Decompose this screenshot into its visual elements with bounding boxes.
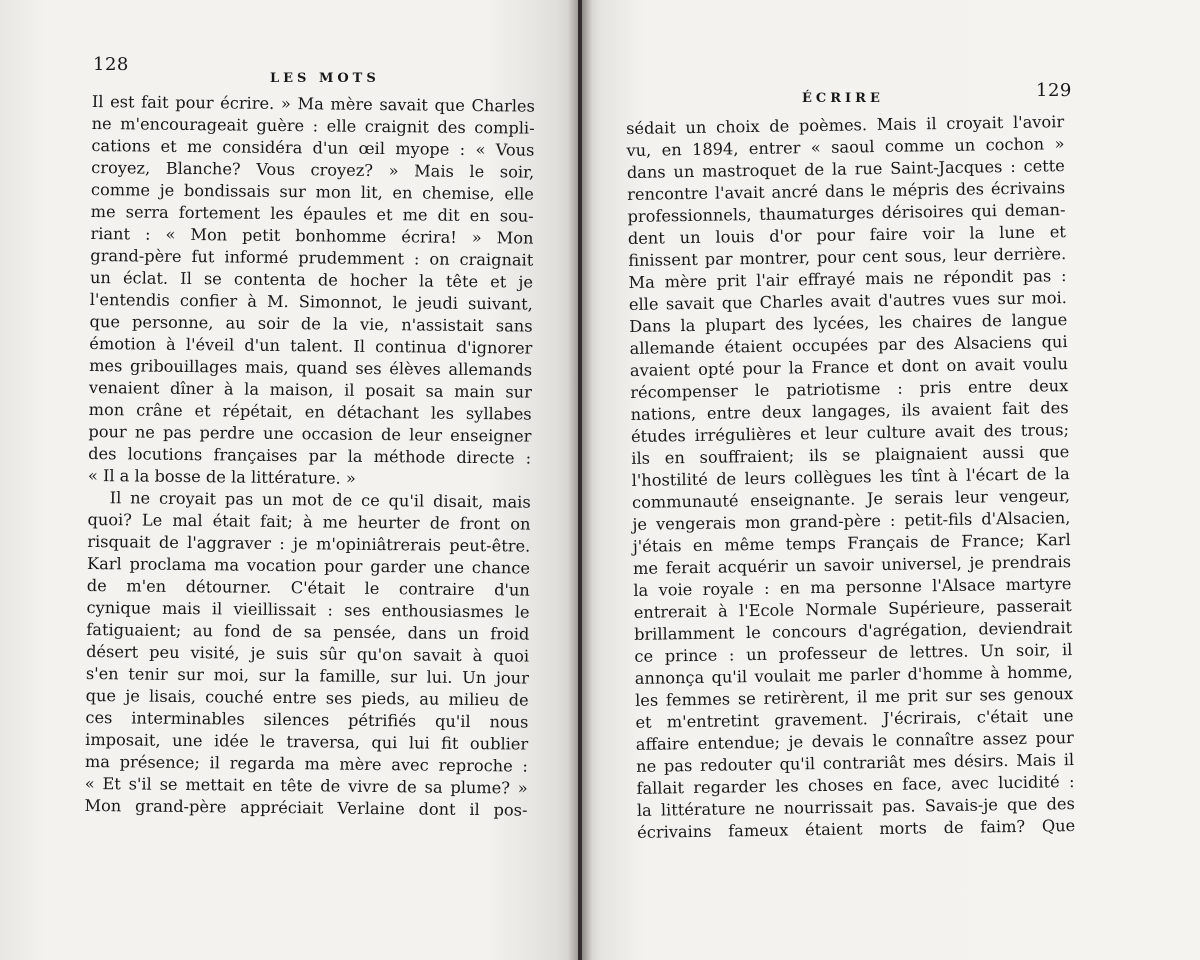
text-line: Il est fait pour écrire. » Ma mère savait que Charles <box>91 91 535 116</box>
text-line: ma présence; il regarda ma mère avec reproche : <box>84 751 529 776</box>
text-line: Mon grand-père appréciait Verlaine dont il pos- <box>84 795 528 820</box>
text-line: grand-père fut informé prudemment : on craignait <box>90 245 534 270</box>
left-page <box>0 0 578 960</box>
text-line: allemande étaient occupées par des Alsaciens qui <box>629 332 1068 358</box>
text-line: fatiguaient; au fond de sa pensée, dans un froid <box>86 619 530 644</box>
text-line: imposait, une idée le traversa, qui lui fit oublier <box>85 729 529 754</box>
text-line: Dans la plupart des lycées, les chaires de langue <box>629 310 1068 336</box>
text-line: je vengerais mon grand-père : petit-fils d'Alsacien, <box>632 508 1071 534</box>
text-line: l'hostilité de leurs collègues les tînt à l'écart de la <box>631 464 1070 490</box>
right-page-text <box>626 111 1075 844</box>
text-line: dent un louis d'or pour faire voir la lune et <box>627 222 1066 248</box>
text-line: sédait un choix de poèmes. Mais il croyait l'avoir <box>626 112 1065 138</box>
text-line: ne m'encourageait guère : elle craignit des compli- <box>91 113 535 138</box>
text-line: mes gribouillages mais, quand ses élèves allemands <box>89 355 533 380</box>
text-line: professionnels, thaumaturges dérisoires qui deman- <box>627 200 1066 226</box>
text-line: « Il a la bosse de la littérature. » <box>87 465 356 488</box>
running-head-left: LES MOTS <box>270 71 380 86</box>
text-line: désert peu visité, je suis sûr qu'on savait à quoi <box>86 641 530 666</box>
text-line: avaient opté pour la France et dont on avait voulu <box>629 354 1069 380</box>
text-line: des locutions françaises par la méthode directe : <box>88 443 532 468</box>
text-line: pour ne pas perdre une occasion de leur enseigner <box>88 421 532 446</box>
text-line: entrerait à l'Ecole Normale Supérieure, passerait <box>633 596 1072 622</box>
running-head-right: ÉCRIRE <box>802 91 884 106</box>
text-line: s'en tenir sur moi, sur la famille, sur lui. Un jour <box>85 663 529 688</box>
text-line: Il ne croyait pas un mot de ce qu'il disait, mais <box>109 488 531 512</box>
text-line: annonça qu'il voulait me parler d'homme à homme, <box>634 662 1073 688</box>
text-line: me ferait acquérir un savoir universel, je prendrais <box>632 552 1072 578</box>
text-line: j'étais en même temps Français de France; Karl <box>632 530 1071 556</box>
text-line: l'entendis confier à M. Simonnot, le jeudi suivant, <box>89 289 533 314</box>
text-line: riant : « Mon petit bonhomme écrira! » Mon <box>90 223 534 248</box>
text-line: dans un mastroquet de la rue Saint-Jacques : cette <box>626 156 1065 182</box>
text-line: communauté enseignante. Je serais leur vengeur, <box>631 486 1071 512</box>
text-line: et m'entretint gravement. J'écrirais, c'était une <box>635 706 1074 732</box>
text-line: risquait de l'aggraver : je m'opiniâtrerais peut-être. <box>87 531 531 556</box>
text-line: études irrégulières et leur culture avait des trous; <box>630 420 1070 446</box>
text-line: ne pas redouter qu'il contrariât mes désirs. Mais il <box>636 750 1075 776</box>
text-line: Ma mère prit l'air effrayé mais ne répondit pas : <box>628 266 1067 292</box>
text-line: croyez, Blanche? Vous croyez? » Mais le soir, <box>91 157 535 182</box>
text-line: venaient dîner à la maison, il posait sa main sur <box>88 377 532 402</box>
page-number-right: 129 <box>1036 80 1072 101</box>
left-page-text <box>84 91 535 822</box>
text-line: affaire entendue; je devais le connaître assez pour <box>635 728 1074 754</box>
text-line: comme je bondissais sur mon lit, en chemise, elle <box>90 179 535 204</box>
text-line: récompenser le patriotisme : pris entre deux <box>630 376 1069 402</box>
text-line: de m'en détourner. C'était le contraire d'un <box>86 575 530 600</box>
text-line: cynique mais il vieillissait : ses enthousiasmes le <box>86 597 530 622</box>
text-line: nations, entre deux langages, ils avaient fait des <box>630 398 1069 424</box>
text-line: cations et me considéra d'un œil myope : « Vous <box>91 135 535 160</box>
text-line: ce prince : un professeur de lettres. Un soir, il <box>634 640 1073 666</box>
text-line: finissent par montrer, pour cent sous, leur derrière. <box>628 244 1067 270</box>
text-line: mon crâne et répétait, en détachant les syllabes <box>88 399 532 424</box>
text-line: ces interminables silences pétrifiés qu'il nous <box>85 707 529 732</box>
text-line: fallait regarder les choses en face, avec lucidité : <box>636 772 1075 798</box>
text-line: brillamment le concours d'agrégation, deviendrait <box>633 618 1073 644</box>
text-line: que je lisais, couché entre ses pieds, au milieu de <box>85 685 529 710</box>
text-line: vu, en 1894, entrer « saoul comme un cochon » <box>626 134 1065 160</box>
text-line: Karl proclama ma vocation pour garder une chance <box>86 553 531 578</box>
text-line: quoi? Le mal était fait; à me heurter de front on <box>87 509 531 534</box>
text-line: un éclat. Il se contenta de hocher la tête et je <box>89 267 534 292</box>
text-line: « Et s'il se mettait en tête de vivre de sa plume? » <box>84 773 528 798</box>
text-line: rencontre l'avait ancré dans le mépris des écrivains <box>627 178 1066 204</box>
text-line: la voie royale : en ma personne l'Alsace martyre <box>633 574 1072 600</box>
text-line: ils en souffraient; ils se plaignaient aussi que <box>631 442 1070 468</box>
text-line: elle savait que Charles avait d'autres vues sur moi. <box>628 288 1068 314</box>
text-line: la littérature ne nourrissait pas. Savais-je que des <box>636 794 1075 820</box>
page-number-left: 128 <box>93 54 129 75</box>
text-line: me serra fortement les épaules et me dit en sou- <box>90 201 534 226</box>
text-line: les femmes se retirèrent, il me prit sur ses genoux <box>635 684 1074 710</box>
text-line: que personne, au soir de la vie, n'assistait sans <box>89 311 533 336</box>
text-line: écrivains fameux étaient morts de faim? Que <box>637 816 1076 842</box>
right-page <box>582 0 1200 960</box>
text-line: émotion à l'éveil d'un talent. Il continua d'ignorer <box>89 333 533 358</box>
